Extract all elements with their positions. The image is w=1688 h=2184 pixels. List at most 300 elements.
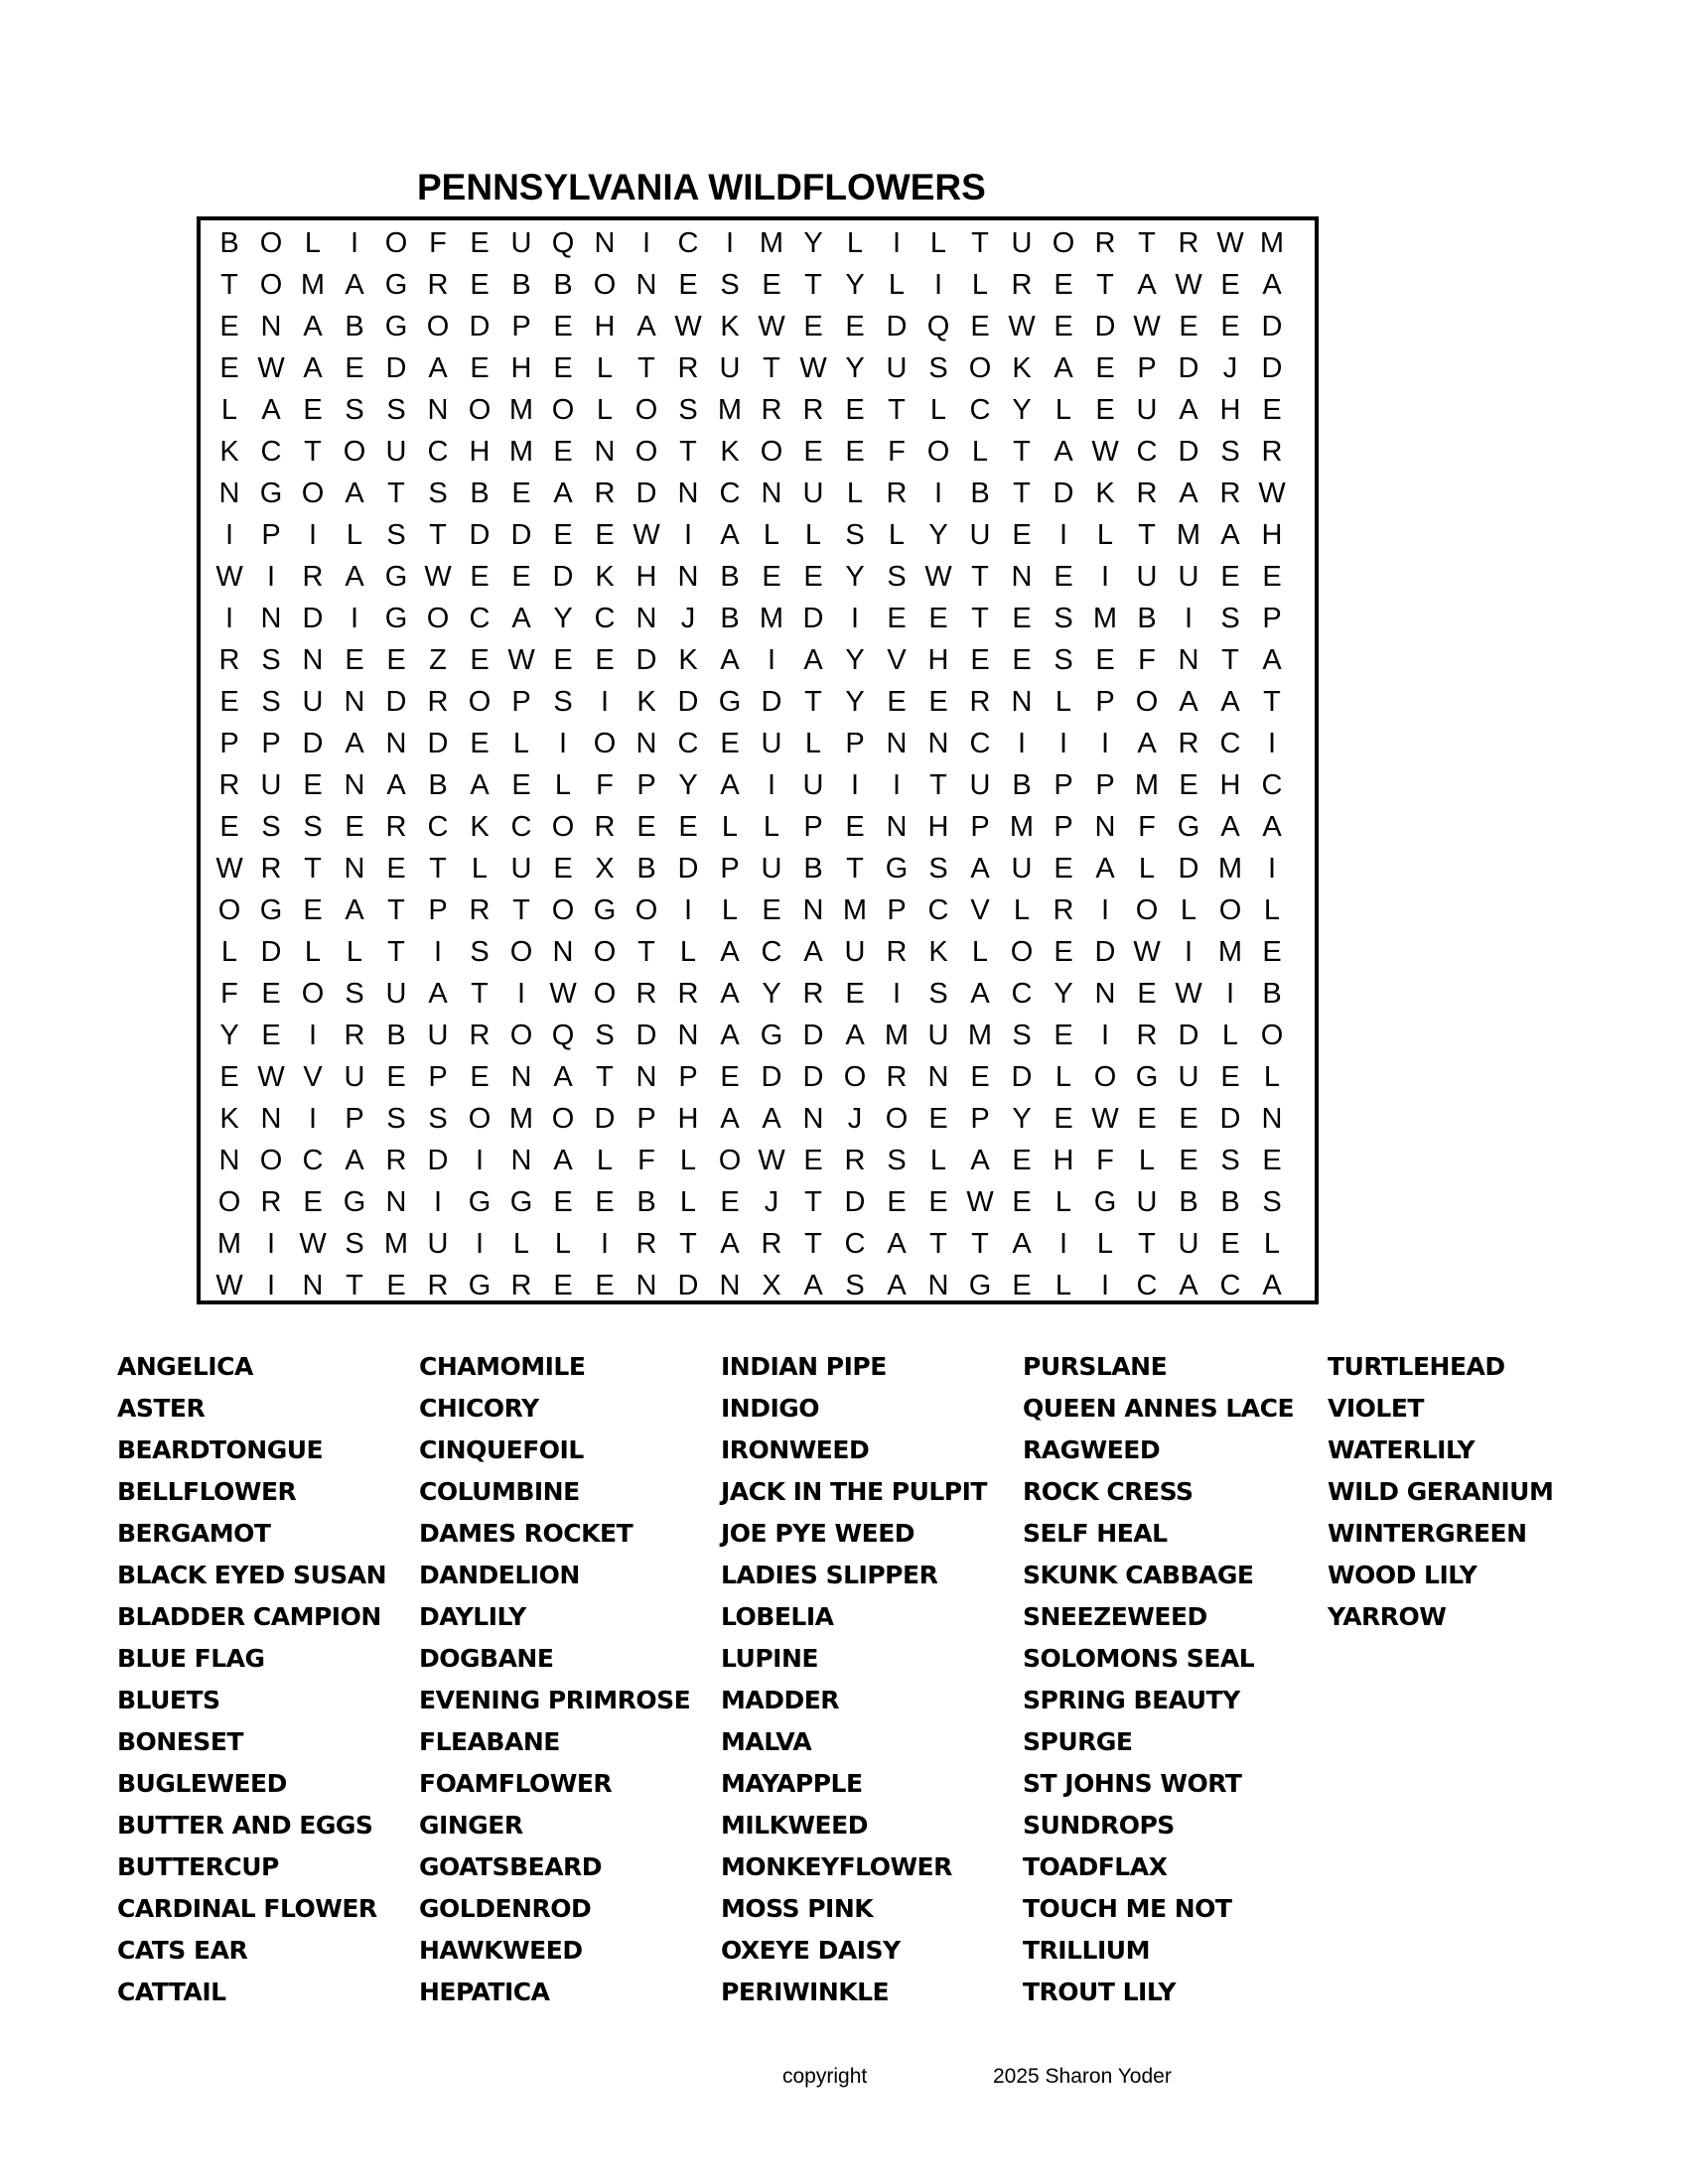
grid-letter[interactable]: N xyxy=(927,728,949,759)
grid-letter[interactable]: E xyxy=(1054,853,1073,885)
grid-letter[interactable]: E xyxy=(303,394,323,426)
grid-letter[interactable]: I xyxy=(350,603,359,634)
grid-letter[interactable]: H xyxy=(927,644,949,676)
grid-letter[interactable]: G xyxy=(968,1270,992,1301)
grid-letter[interactable]: E xyxy=(595,1270,615,1301)
grid-letter[interactable]: P xyxy=(1054,811,1073,843)
grid-letter[interactable]: B xyxy=(636,1186,656,1218)
grid-letter[interactable]: D xyxy=(886,311,908,342)
grid-letter[interactable]: E xyxy=(1262,561,1282,593)
grid-letter[interactable]: L xyxy=(220,394,238,426)
grid-letter[interactable]: L xyxy=(971,269,989,301)
grid-letter[interactable]: L xyxy=(763,519,780,551)
grid-letter[interactable]: W xyxy=(215,561,243,593)
grid-letter[interactable]: R xyxy=(427,1270,449,1301)
grid-letter[interactable]: O xyxy=(343,436,366,468)
grid-letter[interactable]: R xyxy=(1094,227,1116,259)
grid-letter[interactable]: T xyxy=(1138,519,1156,551)
grid-letter[interactable]: A xyxy=(1220,686,1240,718)
grid-letter[interactable]: G xyxy=(468,1270,492,1301)
grid-letter[interactable]: M xyxy=(884,1020,910,1051)
grid-letter[interactable]: I xyxy=(683,519,693,551)
grid-letter[interactable]: D xyxy=(469,519,491,551)
grid-letter[interactable]: C xyxy=(1219,1270,1241,1301)
grid-letter[interactable]: O xyxy=(1135,686,1159,718)
grid-letter[interactable]: A xyxy=(345,561,364,593)
grid-letter[interactable]: D xyxy=(469,311,491,342)
grid-letter[interactable]: D xyxy=(844,1186,866,1218)
grid-letter[interactable]: E xyxy=(1179,769,1198,801)
grid-letter[interactable]: E xyxy=(303,894,323,926)
grid-letter[interactable]: F xyxy=(220,978,238,1010)
grid-letter[interactable]: A xyxy=(1262,269,1282,301)
grid-letter[interactable]: O xyxy=(1010,936,1034,968)
grid-letter[interactable]: M xyxy=(759,227,784,259)
grid-letter[interactable]: A xyxy=(1262,1270,1282,1301)
grid-letter[interactable]: E xyxy=(803,1145,823,1176)
grid-letter[interactable]: N xyxy=(344,686,365,718)
grid-letter[interactable]: H xyxy=(510,352,532,384)
grid-letter[interactable]: D xyxy=(802,1061,824,1093)
grid-letter[interactable]: G xyxy=(343,1186,366,1218)
grid-letter[interactable]: A xyxy=(553,478,573,509)
grid-letter[interactable]: L xyxy=(1055,686,1072,718)
grid-letter[interactable]: I xyxy=(850,769,860,801)
grid-letter[interactable]: A xyxy=(1220,519,1240,551)
grid-letter[interactable]: R xyxy=(677,352,699,384)
grid-letter[interactable]: W xyxy=(674,311,702,342)
grid-letter[interactable]: R xyxy=(218,644,240,676)
grid-letter[interactable]: E xyxy=(470,1061,490,1093)
grid-letter[interactable]: I xyxy=(224,603,234,634)
grid-letter[interactable]: S xyxy=(386,394,406,426)
grid-letter[interactable]: D xyxy=(635,1020,657,1051)
grid-letter[interactable]: W xyxy=(507,644,535,676)
grid-letter[interactable]: U xyxy=(385,436,407,468)
grid-letter[interactable]: K xyxy=(595,561,615,593)
grid-letter[interactable]: R xyxy=(969,686,991,718)
grid-letter[interactable]: G xyxy=(885,853,909,885)
grid-letter[interactable]: D xyxy=(385,686,407,718)
grid-letter[interactable]: O xyxy=(384,227,408,259)
grid-letter[interactable]: K xyxy=(720,436,740,468)
grid-letter[interactable]: L xyxy=(554,1228,572,1260)
grid-letter[interactable]: T xyxy=(679,436,697,468)
grid-letter[interactable]: U xyxy=(1136,394,1158,426)
grid-letter[interactable]: U xyxy=(927,1020,949,1051)
grid-letter[interactable]: R xyxy=(761,1228,782,1260)
grid-letter[interactable]: L xyxy=(888,269,906,301)
grid-letter[interactable]: T xyxy=(929,1228,947,1260)
grid-letter[interactable]: T xyxy=(512,894,530,926)
grid-letter[interactable]: T xyxy=(429,853,447,885)
grid-letter[interactable]: B xyxy=(1220,1186,1240,1218)
letter-grid[interactable] xyxy=(197,216,1319,1304)
grid-letter[interactable]: W xyxy=(924,561,952,593)
grid-letter[interactable]: B xyxy=(1137,603,1157,634)
grid-letter[interactable]: A xyxy=(1262,644,1282,676)
grid-letter[interactable]: L xyxy=(596,1145,614,1176)
grid-letter[interactable]: E xyxy=(553,644,573,676)
grid-letter[interactable]: A xyxy=(762,1103,781,1135)
grid-letter[interactable]: H xyxy=(677,1103,699,1135)
grid-letter[interactable]: I xyxy=(1017,728,1027,759)
grid-letter[interactable]: A xyxy=(720,978,740,1010)
grid-letter[interactable]: Q xyxy=(551,1020,575,1051)
grid-letter[interactable]: O xyxy=(634,894,658,926)
grid-letter[interactable]: E xyxy=(720,1061,740,1093)
grid-letter[interactable]: C xyxy=(1011,978,1033,1010)
grid-letter[interactable]: N xyxy=(260,603,282,634)
grid-letter[interactable]: E xyxy=(887,603,907,634)
grid-letter[interactable]: U xyxy=(1136,561,1158,593)
grid-letter[interactable]: D xyxy=(1094,936,1116,968)
grid-letter[interactable]: J xyxy=(764,1186,779,1218)
grid-letter[interactable]: Y xyxy=(762,978,781,1010)
grid-letter[interactable]: E xyxy=(553,311,573,342)
grid-letter[interactable]: Y xyxy=(219,1020,239,1051)
grid-letter[interactable]: H xyxy=(594,311,616,342)
grid-letter[interactable]: N xyxy=(1011,686,1033,718)
grid-letter[interactable]: E xyxy=(511,769,531,801)
grid-letter[interactable]: S xyxy=(261,686,281,718)
grid-letter[interactable]: W xyxy=(1216,227,1244,259)
grid-letter[interactable]: M xyxy=(508,1103,534,1135)
grid-letter[interactable]: P xyxy=(511,311,531,342)
grid-letter[interactable]: A xyxy=(970,978,990,1010)
grid-letter[interactable]: P xyxy=(511,686,531,718)
grid-letter[interactable]: C xyxy=(427,436,449,468)
grid-letter[interactable]: O xyxy=(217,1186,241,1218)
grid-letter[interactable]: D xyxy=(1053,478,1074,509)
grid-letter[interactable]: E xyxy=(678,811,698,843)
grid-letter[interactable]: B xyxy=(219,227,239,259)
grid-letter[interactable]: V xyxy=(970,894,990,926)
grid-letter[interactable]: K xyxy=(928,936,948,968)
grid-letter[interactable]: O xyxy=(1093,1061,1117,1093)
grid-letter[interactable]: M xyxy=(842,894,868,926)
grid-letter[interactable]: L xyxy=(804,519,822,551)
grid-letter[interactable]: Y xyxy=(845,352,865,384)
grid-letter[interactable]: Y xyxy=(553,603,573,634)
grid-letter[interactable]: E xyxy=(887,1186,907,1218)
grid-letter[interactable]: E xyxy=(1220,269,1240,301)
grid-letter[interactable]: J xyxy=(680,603,696,634)
grid-letter[interactable]: P xyxy=(970,811,990,843)
grid-letter[interactable]: S xyxy=(845,1270,865,1301)
grid-letter[interactable]: K xyxy=(678,644,698,676)
grid-letter[interactable]: L xyxy=(471,853,489,885)
grid-letter[interactable]: U xyxy=(969,769,991,801)
grid-letter[interactable]: B xyxy=(1012,769,1032,801)
grid-letter[interactable]: W xyxy=(1175,269,1202,301)
grid-letter[interactable]: T xyxy=(471,978,489,1010)
grid-letter[interactable]: I xyxy=(1267,853,1277,885)
grid-letter[interactable]: I xyxy=(224,519,234,551)
grid-letter[interactable]: C xyxy=(844,1228,866,1260)
grid-letter[interactable]: A xyxy=(887,1270,907,1301)
grid-letter[interactable]: T xyxy=(387,894,405,926)
grid-letter[interactable]: O xyxy=(1218,894,1242,926)
grid-letter[interactable]: O xyxy=(634,436,658,468)
grid-letter[interactable]: M xyxy=(1259,227,1285,259)
grid-letter[interactable]: U xyxy=(761,728,782,759)
grid-letter[interactable]: V xyxy=(887,644,907,676)
grid-letter[interactable]: R xyxy=(1053,894,1074,926)
grid-letter[interactable]: R xyxy=(469,1020,491,1051)
grid-letter[interactable]: A xyxy=(720,769,740,801)
grid-letter[interactable]: A xyxy=(428,978,448,1010)
grid-letter[interactable]: O xyxy=(301,978,325,1010)
grid-letter[interactable]: M xyxy=(508,394,534,426)
grid-letter[interactable]: L xyxy=(1055,1061,1072,1093)
grid-letter[interactable]: E xyxy=(1054,269,1073,301)
grid-letter[interactable]: G xyxy=(1177,811,1200,843)
grid-letter[interactable]: N xyxy=(927,1270,949,1301)
grid-letter[interactable]: E xyxy=(303,1186,323,1218)
grid-letter[interactable]: E xyxy=(470,352,490,384)
grid-letter[interactable]: L xyxy=(763,811,780,843)
grid-letter[interactable]: D xyxy=(1178,1020,1199,1051)
grid-letter[interactable]: O xyxy=(718,1145,742,1176)
grid-letter[interactable]: W xyxy=(799,352,827,384)
grid-letter[interactable]: N xyxy=(260,1103,282,1135)
grid-letter[interactable]: C xyxy=(260,436,282,468)
grid-letter[interactable]: A xyxy=(970,853,990,885)
grid-letter[interactable]: A xyxy=(845,1020,865,1051)
grid-letter[interactable]: C xyxy=(1261,769,1283,801)
grid-letter[interactable]: E xyxy=(553,1270,573,1301)
grid-letter[interactable]: I xyxy=(1184,936,1194,968)
grid-letter[interactable]: D xyxy=(385,352,407,384)
grid-letter[interactable]: B xyxy=(553,269,573,301)
grid-letter[interactable]: I xyxy=(892,978,902,1010)
grid-letter[interactable]: I xyxy=(266,1270,276,1301)
grid-letter[interactable]: Y xyxy=(678,769,698,801)
grid-letter[interactable]: O xyxy=(1135,894,1159,926)
grid-letter[interactable]: L xyxy=(721,811,739,843)
grid-letter[interactable]: G xyxy=(259,478,283,509)
grid-letter[interactable]: L xyxy=(1138,853,1156,885)
grid-letter[interactable]: N xyxy=(302,1270,324,1301)
grid-letter[interactable]: C xyxy=(969,728,991,759)
grid-letter[interactable]: A xyxy=(1179,1270,1198,1301)
grid-letter[interactable]: T xyxy=(1096,269,1114,301)
grid-letter[interactable]: O xyxy=(1260,1020,1284,1051)
grid-letter[interactable]: O xyxy=(593,936,617,968)
grid-letter[interactable]: L xyxy=(1263,894,1281,926)
grid-letter[interactable]: A xyxy=(803,936,823,968)
grid-letter[interactable]: L xyxy=(679,1186,697,1218)
grid-letter[interactable]: E xyxy=(1012,644,1032,676)
grid-letter[interactable]: T xyxy=(804,1228,822,1260)
grid-letter[interactable]: U xyxy=(761,853,782,885)
grid-letter[interactable]: M xyxy=(1217,936,1243,968)
grid-letter[interactable]: L xyxy=(304,936,322,968)
grid-letter[interactable]: M xyxy=(1009,811,1035,843)
grid-letter[interactable]: R xyxy=(260,853,282,885)
grid-letter[interactable]: E xyxy=(928,603,948,634)
grid-letter[interactable]: S xyxy=(887,561,907,593)
grid-letter[interactable]: O xyxy=(551,1103,575,1135)
grid-letter[interactable]: I xyxy=(850,603,860,634)
grid-letter[interactable]: E xyxy=(720,728,740,759)
grid-letter[interactable]: W xyxy=(215,853,243,885)
grid-letter[interactable]: W xyxy=(257,1061,285,1093)
grid-letter[interactable]: E xyxy=(887,686,907,718)
grid-letter[interactable]: E xyxy=(470,227,490,259)
grid-letter[interactable]: A xyxy=(303,311,323,342)
grid-letter[interactable]: P xyxy=(1137,352,1157,384)
grid-letter[interactable]: A xyxy=(1220,811,1240,843)
grid-letter[interactable]: B xyxy=(636,853,656,885)
grid-letter[interactable]: E xyxy=(1012,1186,1032,1218)
grid-letter[interactable]: P xyxy=(803,811,823,843)
grid-letter[interactable]: N xyxy=(802,894,824,926)
grid-letter[interactable]: S xyxy=(887,1145,907,1176)
grid-letter[interactable]: O xyxy=(593,728,617,759)
grid-letter[interactable]: O xyxy=(217,894,241,926)
grid-letter[interactable]: S xyxy=(553,686,573,718)
grid-letter[interactable]: A xyxy=(636,311,656,342)
grid-letter[interactable]: N xyxy=(927,1061,949,1093)
grid-letter[interactable]: N xyxy=(385,728,407,759)
grid-letter[interactable]: U xyxy=(1136,1186,1158,1218)
grid-letter[interactable]: N xyxy=(260,311,282,342)
grid-letter[interactable]: E xyxy=(845,436,865,468)
grid-letter[interactable]: B xyxy=(970,478,990,509)
grid-letter[interactable]: O xyxy=(509,936,533,968)
grid-letter[interactable]: I xyxy=(433,936,443,968)
grid-letter[interactable]: A xyxy=(887,1228,907,1260)
grid-letter[interactable]: I xyxy=(558,728,568,759)
grid-letter[interactable]: N xyxy=(635,728,657,759)
grid-letter[interactable]: C xyxy=(1136,436,1158,468)
grid-letter[interactable]: P xyxy=(219,728,239,759)
grid-letter[interactable]: S xyxy=(928,853,948,885)
grid-letter[interactable]: E xyxy=(345,811,364,843)
grid-letter[interactable]: N xyxy=(802,1103,824,1135)
grid-letter[interactable]: E xyxy=(762,894,781,926)
grid-letter[interactable]: J xyxy=(1222,352,1238,384)
grid-letter[interactable]: W xyxy=(424,561,452,593)
grid-letter[interactable]: U xyxy=(802,769,824,801)
grid-letter[interactable]: T xyxy=(971,561,989,593)
grid-letter[interactable]: L xyxy=(596,394,614,426)
grid-letter[interactable]: G xyxy=(259,894,283,926)
grid-letter[interactable]: L xyxy=(304,227,322,259)
grid-letter[interactable]: I xyxy=(516,978,526,1010)
grid-letter[interactable]: U xyxy=(886,352,908,384)
grid-letter[interactable]: E xyxy=(553,436,573,468)
grid-letter[interactable]: U xyxy=(844,936,866,968)
grid-letter[interactable]: U xyxy=(1011,227,1033,259)
grid-letter[interactable]: N xyxy=(510,1061,532,1093)
grid-letter[interactable]: C xyxy=(427,811,449,843)
grid-letter[interactable]: E xyxy=(1054,936,1073,968)
grid-letter[interactable]: F xyxy=(637,1145,655,1176)
grid-letter[interactable]: S xyxy=(470,936,490,968)
grid-letter[interactable]: T xyxy=(804,686,822,718)
grid-letter[interactable]: H xyxy=(469,436,491,468)
grid-letter[interactable]: S xyxy=(678,394,698,426)
grid-letter[interactable]: S xyxy=(345,978,364,1010)
grid-letter[interactable]: M xyxy=(300,269,326,301)
grid-letter[interactable]: Y xyxy=(845,561,865,593)
grid-letter[interactable]: A xyxy=(1179,686,1198,718)
grid-letter[interactable]: D xyxy=(677,1270,699,1301)
grid-letter[interactable]: L xyxy=(512,728,530,759)
grid-letter[interactable]: E xyxy=(970,1061,990,1093)
grid-letter[interactable]: D xyxy=(761,686,782,718)
grid-letter[interactable]: E xyxy=(219,311,239,342)
grid-letter[interactable]: A xyxy=(720,1103,740,1135)
grid-letter[interactable]: L xyxy=(929,227,947,259)
grid-letter[interactable]: I xyxy=(308,519,318,551)
grid-letter[interactable]: T xyxy=(971,603,989,634)
grid-letter[interactable]: W xyxy=(633,519,660,551)
grid-letter[interactable]: L xyxy=(929,394,947,426)
grid-letter[interactable]: N xyxy=(1178,644,1199,676)
grid-letter[interactable]: P xyxy=(1054,769,1073,801)
grid-letter[interactable]: E xyxy=(845,394,865,426)
grid-letter[interactable]: O xyxy=(426,603,450,634)
grid-letter[interactable]: L xyxy=(971,936,989,968)
grid-letter[interactable]: S xyxy=(386,1103,406,1135)
grid-letter[interactable]: G xyxy=(1135,1061,1159,1093)
grid-letter[interactable]: O xyxy=(468,1103,492,1135)
grid-letter[interactable]: L xyxy=(1263,1061,1281,1093)
grid-letter[interactable]: P xyxy=(261,728,281,759)
grid-letter[interactable]: G xyxy=(468,1186,492,1218)
grid-letter[interactable]: E xyxy=(511,478,531,509)
grid-letter[interactable]: N xyxy=(594,227,616,259)
grid-letter[interactable]: G xyxy=(384,311,408,342)
grid-letter[interactable]: A xyxy=(1179,478,1198,509)
grid-letter[interactable]: R xyxy=(802,978,824,1010)
grid-letter[interactable]: E xyxy=(261,1020,281,1051)
grid-letter[interactable]: I xyxy=(1058,519,1068,551)
grid-letter[interactable]: S xyxy=(345,394,364,426)
grid-letter[interactable]: S xyxy=(1054,644,1073,676)
grid-letter[interactable]: I xyxy=(933,478,943,509)
grid-letter[interactable]: C xyxy=(677,227,699,259)
grid-letter[interactable]: A xyxy=(970,1145,990,1176)
grid-letter[interactable]: G xyxy=(384,561,408,593)
grid-letter[interactable]: N xyxy=(218,1145,240,1176)
grid-letter[interactable]: L xyxy=(346,519,363,551)
grid-letter[interactable]: G xyxy=(509,1186,533,1218)
grid-letter[interactable]: E xyxy=(1262,1145,1282,1176)
grid-letter[interactable]: A xyxy=(345,894,364,926)
grid-letter[interactable]: L xyxy=(220,936,238,968)
grid-letter[interactable]: E xyxy=(303,769,323,801)
grid-letter[interactable]: U xyxy=(1178,1061,1199,1093)
grid-letter[interactable]: R xyxy=(1011,269,1033,301)
grid-letter[interactable]: P xyxy=(970,1103,990,1135)
grid-letter[interactable]: E xyxy=(219,352,239,384)
grid-letter[interactable]: O xyxy=(760,436,783,468)
grid-letter[interactable]: E xyxy=(1220,311,1240,342)
grid-letter[interactable]: L xyxy=(1263,1228,1281,1260)
grid-letter[interactable]: I xyxy=(350,227,359,259)
grid-letter[interactable]: L xyxy=(1096,1228,1114,1260)
grid-letter[interactable]: E xyxy=(1012,1270,1032,1301)
grid-letter[interactable]: P xyxy=(845,728,865,759)
grid-letter[interactable]: A xyxy=(261,394,281,426)
grid-letter[interactable]: R xyxy=(635,978,657,1010)
grid-letter[interactable]: I xyxy=(1267,728,1277,759)
